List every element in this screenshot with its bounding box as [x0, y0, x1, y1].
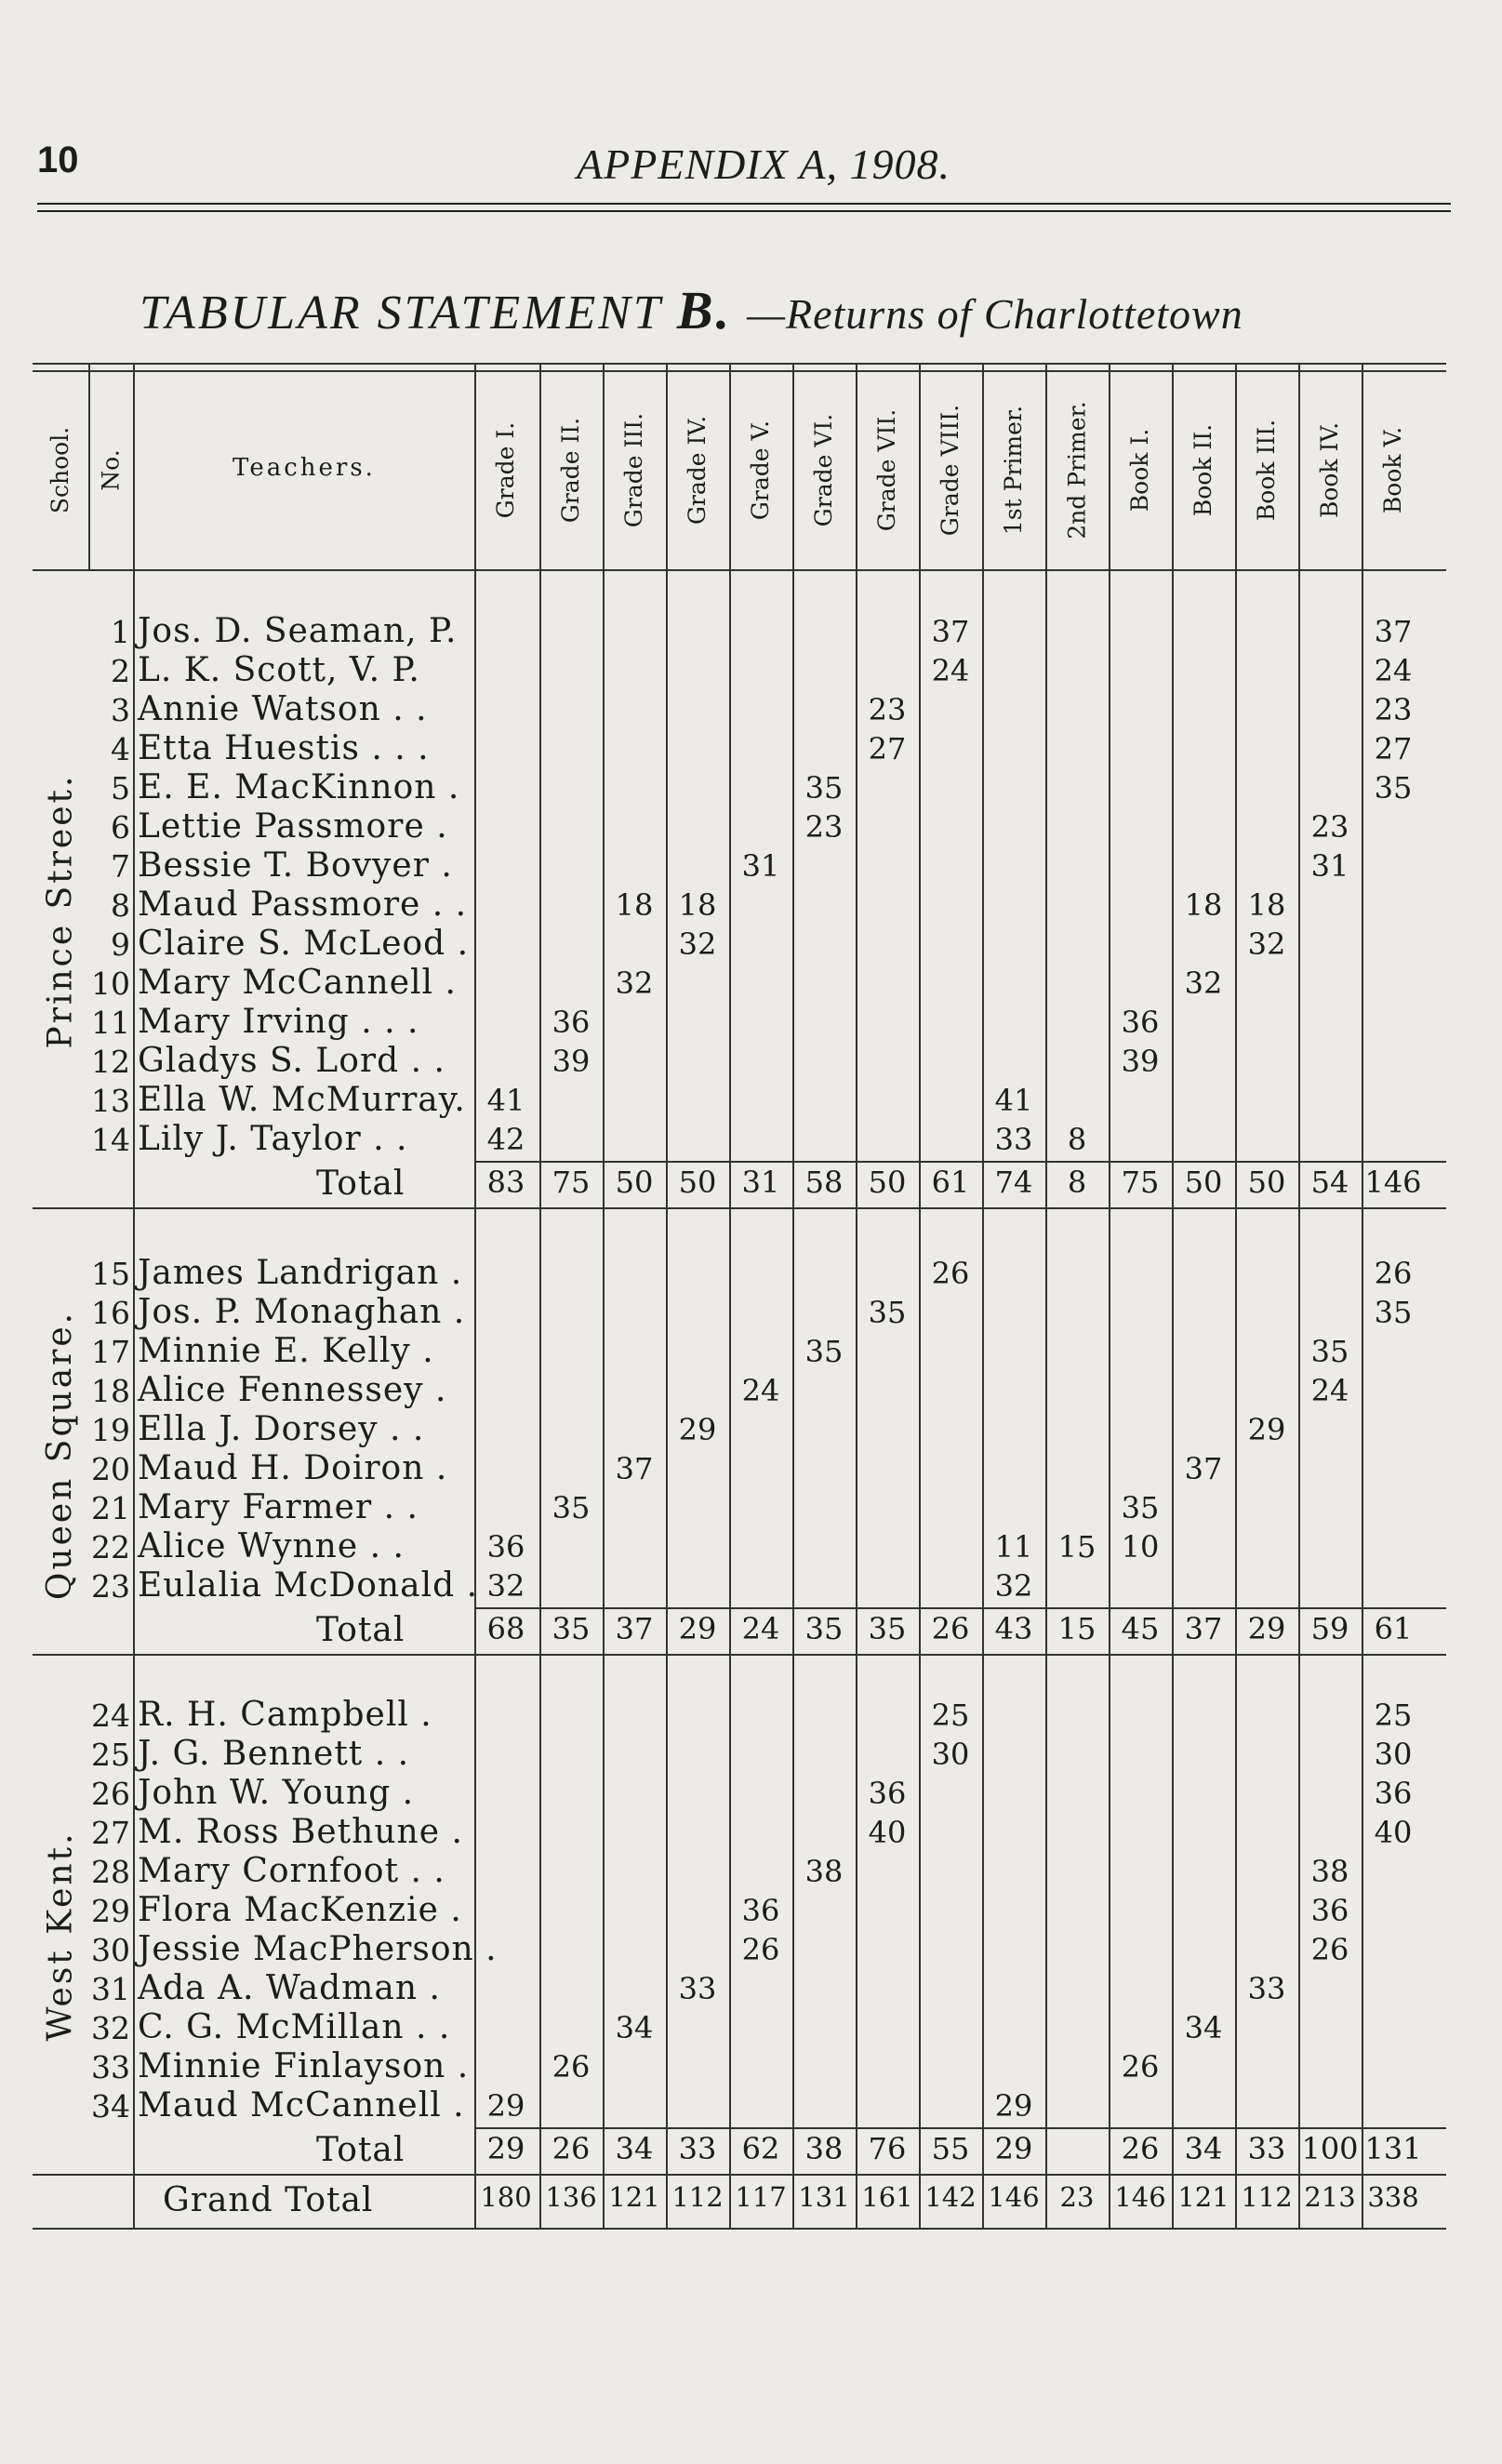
row-number: 13: [91, 1083, 130, 1119]
grand-total-label: Grand Total: [163, 2181, 374, 2219]
header-no: [88, 372, 133, 567]
total-cell: 33: [1247, 2131, 1286, 2166]
grand-total-cell: 142: [924, 2181, 977, 2213]
header-col-13: [1235, 372, 1298, 567]
grand-total-cell: 146: [1114, 2181, 1166, 2213]
row-number: 2: [111, 653, 130, 689]
section-name: West Kent.: [41, 1830, 80, 2042]
header-col-label: Grade III.: [620, 412, 648, 527]
total-cell: 58: [804, 1165, 844, 1200]
header-school-label: School.: [47, 426, 74, 513]
teacher-name: Alice Fennessey .: [138, 1371, 447, 1409]
table-cell: 32: [1247, 926, 1286, 962]
section-rule: [33, 2174, 1446, 2176]
table-cell: 40: [1374, 1815, 1413, 1850]
total-cell: 26: [931, 1611, 970, 1646]
total-cell: 33: [678, 2131, 717, 2166]
header-col-4: [666, 372, 729, 567]
header-col-label: Book II.: [1190, 423, 1217, 516]
table-cell: 32: [994, 1568, 1033, 1604]
table-cell: 36: [552, 1005, 591, 1040]
header-col-label: Book I.: [1126, 428, 1154, 512]
total-cell: 35: [804, 1611, 844, 1646]
total-cell: 131: [1364, 2131, 1422, 2166]
table-cell: 35: [868, 1295, 907, 1330]
total-cell: 34: [615, 2131, 654, 2166]
table-cell: 23: [868, 692, 907, 727]
row-number: 3: [111, 692, 130, 728]
header-col-label: Grade VIII.: [937, 404, 964, 536]
total-cell: 74: [994, 1165, 1033, 1200]
table-cell: 32: [615, 966, 654, 1001]
teacher-name: L. K. Scott, V. P.: [138, 651, 420, 689]
row-number: 18: [91, 1373, 130, 1409]
header-col-12: [1172, 372, 1235, 567]
vline-teacher: [133, 363, 135, 2228]
header-col-15: [1362, 372, 1425, 567]
header-col-label: Grade V.: [747, 420, 775, 520]
teacher-name: James Landrigan .: [138, 1254, 463, 1292]
header-col-9: [982, 372, 1045, 567]
total-cell: 38: [804, 2131, 844, 2166]
table-cell: 35: [1374, 1295, 1413, 1330]
table-cell: 36: [486, 1529, 525, 1565]
row-number: 26: [91, 1776, 130, 1812]
table-cell: 35: [1310, 1334, 1349, 1369]
header-col-label: Grade I.: [492, 421, 520, 518]
row-number: 22: [91, 1529, 130, 1565]
table-cell: 30: [1374, 1737, 1413, 1772]
total-rule: [474, 1161, 1446, 1163]
header-col-label: Book IV.: [1316, 421, 1344, 518]
grand-total-cell: 338: [1367, 2181, 1419, 2213]
grand-total-cell: 161: [861, 2181, 913, 2213]
total-cell: 50: [678, 1165, 717, 1200]
header-col-7: [856, 372, 919, 567]
section-label: [33, 1256, 88, 1654]
teacher-name: Mary Irving . . .: [138, 1003, 419, 1041]
teacher-name: Mary Cornfoot . .: [138, 1852, 445, 1890]
section-rule: [33, 1207, 1446, 1209]
row-number: 31: [91, 1971, 130, 2007]
teacher-name: Minnie Finlayson .: [138, 2047, 470, 2085]
header-col-label: 2nd Primer.: [1063, 400, 1091, 539]
teacher-name: Flora MacKenzie .: [138, 1891, 462, 1929]
table-cell: 41: [994, 1083, 1033, 1118]
table-cell: 29: [678, 1412, 717, 1447]
header-col-8: [919, 372, 982, 567]
row-number: 10: [91, 966, 130, 1002]
total-label: Total: [316, 2131, 405, 2169]
header-school: [33, 372, 88, 567]
teacher-name: E. E. MacKinnon .: [138, 768, 460, 806]
teacher-name: Bessie T. Bovyer .: [138, 846, 453, 885]
teacher-name: Alice Wynne . .: [138, 1527, 405, 1565]
vline-no: [88, 363, 90, 569]
section-label: [33, 614, 88, 1207]
header-col-6: [792, 372, 856, 567]
page-number: 10: [37, 140, 79, 180]
total-cell: 43: [994, 1611, 1033, 1646]
teacher-name: Ella W. McMurray.: [138, 1081, 466, 1119]
header-col-5: [729, 372, 792, 567]
teacher-name: John W. Young .: [138, 1774, 415, 1812]
header-col-10: [1045, 372, 1109, 567]
table-cell: 33: [994, 1122, 1033, 1157]
grand-total-cell: 146: [988, 2181, 1040, 2213]
total-cell: 61: [931, 1165, 970, 1200]
header-col-11: [1109, 372, 1172, 567]
table-cell: 38: [1310, 1854, 1349, 1889]
table-cell: 35: [804, 1334, 844, 1369]
total-cell: 29: [678, 1611, 717, 1646]
total-cell: 50: [615, 1165, 654, 1200]
teacher-name: Mary McCannell .: [138, 964, 457, 1002]
table-cell: 36: [1121, 1005, 1160, 1040]
table-cell: 18: [615, 887, 654, 923]
row-number: 16: [91, 1295, 130, 1331]
total-cell: 24: [741, 1611, 780, 1646]
total-cell: 62: [741, 2131, 780, 2166]
row-number: 29: [91, 1893, 130, 1929]
teacher-name: Lettie Passmore .: [138, 807, 448, 846]
total-rule: [474, 1607, 1446, 1609]
total-label: Total: [316, 1611, 405, 1649]
total-cell: 50: [1247, 1165, 1286, 1200]
table-cell: 25: [931, 1698, 970, 1733]
table-cell: 35: [1374, 770, 1413, 806]
table-cell: 31: [1310, 848, 1349, 884]
total-cell: 146: [1364, 1165, 1422, 1200]
row-number: 34: [91, 2088, 130, 2124]
table-cell: 37: [931, 614, 970, 649]
total-cell: 45: [1121, 1611, 1160, 1646]
table-cell: 31: [741, 848, 780, 884]
teacher-name: Ada A. Wadman .: [138, 1969, 441, 2007]
teacher-name: Jos. P. Monaghan .: [138, 1293, 466, 1331]
table-cell: 24: [741, 1373, 780, 1408]
table-cell: 18: [678, 887, 717, 923]
table-cell: 42: [486, 1122, 525, 1157]
table-cell: 35: [552, 1490, 591, 1525]
header-col-3: [603, 372, 666, 567]
teacher-name: R. H. Campbell .: [138, 1696, 432, 1734]
row-number: 9: [111, 926, 130, 963]
total-cell: 68: [486, 1611, 525, 1646]
title-part1: TABULAR STATEMENT: [140, 286, 662, 340]
table-cell: 32: [678, 926, 717, 962]
vline-col: [1109, 363, 1110, 2228]
teacher-name: Ella J. Dorsey . .: [138, 1410, 425, 1448]
total-cell: 55: [931, 2131, 970, 2166]
table-cell: 36: [1310, 1893, 1349, 1928]
row-number: 30: [91, 1932, 130, 1968]
grand-total-cell: 213: [1304, 2181, 1356, 2213]
table-cell: 27: [1374, 731, 1413, 766]
table-cell: 26: [741, 1932, 780, 1967]
total-cell: 61: [1374, 1611, 1413, 1646]
grand-total-cell: 136: [545, 2181, 597, 2213]
grand-total-cell: 117: [735, 2181, 787, 2213]
total-cell: 35: [868, 1611, 907, 1646]
row-number: 27: [91, 1815, 130, 1851]
table-cell: 11: [994, 1529, 1033, 1565]
header-col-label: Grade VII.: [873, 408, 901, 531]
table-cell: 23: [804, 809, 844, 845]
vline-col: [792, 363, 794, 2228]
table-cell: 26: [1374, 1256, 1413, 1291]
teacher-name: Jos. D. Seaman, P.: [138, 612, 458, 650]
total-cell: 37: [1184, 1611, 1223, 1646]
teacher-name: Minnie E. Kelly .: [138, 1332, 434, 1370]
header-col-label: 1st Primer.: [1000, 405, 1028, 535]
row-number: 1: [111, 614, 130, 650]
vline-col: [666, 363, 668, 2228]
row-number: 25: [91, 1737, 130, 1773]
table-cell: 33: [1247, 1971, 1286, 2006]
teacher-name: Claire S. McLeod .: [138, 925, 470, 963]
teacher-name: Maud McCannell .: [138, 2086, 465, 2124]
header-teachers: Teachers.: [233, 454, 376, 482]
table-cell: 32: [486, 1568, 525, 1604]
total-cell: 29: [486, 2131, 525, 2166]
section-name: Prince Street.: [41, 773, 80, 1048]
total-cell: 29: [994, 2131, 1033, 2166]
grand-total-cell: 112: [671, 2181, 724, 2213]
table-cell: 18: [1247, 887, 1286, 923]
total-cell: 26: [552, 2131, 591, 2166]
vline-col: [1172, 363, 1174, 2228]
table-cell: 39: [552, 1044, 591, 1079]
total-cell: 50: [868, 1165, 907, 1200]
table-cell: 38: [804, 1854, 844, 1889]
table-cell: 26: [1310, 1932, 1349, 1967]
total-cell: 37: [615, 1611, 654, 1646]
vline-col: [982, 363, 984, 2228]
row-number: 17: [91, 1334, 130, 1370]
section-label: [33, 1698, 88, 2174]
table-cell: 34: [1184, 2010, 1223, 2045]
row-number: 14: [91, 1122, 130, 1158]
table-cell: 39: [1121, 1044, 1160, 1079]
table-cell: 35: [1121, 1490, 1160, 1525]
total-cell: 54: [1310, 1165, 1349, 1200]
total-cell: 34: [1184, 2131, 1223, 2166]
header-col-label: Book III.: [1253, 419, 1281, 521]
table-cell: 24: [931, 653, 970, 688]
title-part2: —Returns of Charlottetown: [747, 290, 1243, 338]
header-col-2: [539, 372, 603, 567]
table-bottom-rule: [33, 2228, 1446, 2230]
table-cell: 32: [1184, 966, 1223, 1001]
row-number: 6: [111, 809, 130, 846]
table-cell: 36: [741, 1893, 780, 1928]
total-cell: 76: [868, 2131, 907, 2166]
table-cell: 33: [678, 1971, 717, 2006]
table-cell: 24: [1374, 653, 1413, 688]
row-number: 8: [111, 887, 130, 924]
total-cell: 8: [1067, 1165, 1087, 1200]
teacher-name: Jessie MacPherson .: [138, 1930, 498, 1968]
row-number: 24: [91, 1698, 130, 1734]
table-top-rule: [33, 363, 1446, 365]
teacher-name: Maud Passmore . .: [138, 886, 468, 924]
row-number: 21: [91, 1490, 130, 1526]
total-cell: 31: [741, 1165, 780, 1200]
row-number: 12: [91, 1044, 130, 1080]
table-cell: 36: [1374, 1776, 1413, 1811]
grand-total-cell: 131: [798, 2181, 850, 2213]
row-number: 4: [111, 731, 130, 767]
running-title: APPENDIX A, 1908.: [577, 140, 950, 188]
header-col-label: Grade II.: [557, 417, 585, 523]
table-cell: 29: [994, 2088, 1033, 2124]
teacher-name: Lily J. Taylor . .: [138, 1120, 408, 1158]
header-col-1: [474, 372, 538, 567]
total-cell: 50: [1184, 1165, 1223, 1200]
row-number: 33: [91, 2049, 130, 2085]
table-cell: 25: [1374, 1698, 1413, 1733]
teacher-name: Maud H. Doiron .: [138, 1449, 448, 1487]
table-cell: 34: [615, 2010, 654, 2045]
row-number: 15: [91, 1256, 130, 1292]
header-col-label: Book V.: [1379, 426, 1407, 513]
total-cell: 35: [552, 1611, 591, 1646]
grand-total-cell: 121: [608, 2181, 660, 2213]
header-col-label: Grade IV.: [684, 415, 711, 525]
total-cell: 29: [1247, 1611, 1286, 1646]
table-cell: 29: [486, 2088, 525, 2124]
teacher-name: Mary Farmer . .: [138, 1488, 419, 1526]
row-number: 23: [91, 1568, 130, 1605]
row-number: 20: [91, 1451, 130, 1487]
table-cell: 36: [868, 1776, 907, 1811]
table-cell: 37: [615, 1451, 654, 1486]
table-cell: 37: [1184, 1451, 1223, 1486]
table-cell: 30: [931, 1737, 970, 1772]
total-cell: 100: [1301, 2131, 1359, 2166]
section-name: Queen Square.: [41, 1310, 80, 1600]
table-cell: 29: [1247, 1412, 1286, 1447]
grand-total-cell: 23: [1059, 2181, 1095, 2213]
total-label: Total: [316, 1165, 405, 1203]
table-cell: 27: [868, 731, 907, 766]
vline-col: [1045, 363, 1047, 2228]
table-cell: 23: [1310, 809, 1349, 845]
teacher-name: Eulalia McDonald .: [138, 1566, 479, 1605]
total-cell: 26: [1121, 2131, 1160, 2166]
total-cell: 75: [552, 1165, 591, 1200]
vline-col: [539, 363, 541, 2228]
teacher-name: Annie Watson . .: [138, 690, 428, 728]
table-cell: 15: [1057, 1529, 1097, 1565]
vline-col: [603, 363, 605, 2228]
total-cell: 59: [1310, 1611, 1349, 1646]
table-cell: 26: [1121, 2049, 1160, 2084]
table-cell: 24: [1310, 1373, 1349, 1408]
row-number: 7: [111, 848, 130, 885]
teacher-name: Gladys S. Lord . .: [138, 1042, 445, 1080]
table-cell: 41: [486, 1083, 525, 1118]
total-cell: 83: [486, 1165, 525, 1200]
table-cell: 35: [804, 770, 844, 806]
header-bottom-rule: [33, 569, 1446, 571]
section-rule: [33, 1654, 1446, 1656]
row-number: 11: [91, 1005, 130, 1041]
total-rule: [474, 2127, 1446, 2129]
grand-total-cell: 180: [480, 2181, 532, 2213]
title-letter: B.: [676, 280, 733, 340]
vline-col: [1235, 363, 1237, 2228]
total-cell: 15: [1057, 1611, 1097, 1646]
table-cell: 10: [1121, 1529, 1160, 1565]
teacher-name: J. G. Bennett . .: [138, 1735, 410, 1773]
grand-total-cell: 121: [1177, 2181, 1230, 2213]
header-no-label: No.: [97, 448, 125, 491]
row-number: 28: [91, 1854, 130, 1890]
grand-total-cell: 112: [1241, 2181, 1293, 2213]
header-col-label: Grade VI.: [810, 413, 838, 526]
table-cell: 8: [1067, 1122, 1087, 1157]
table-cell: 40: [868, 1815, 907, 1850]
table-cell: 37: [1374, 614, 1413, 649]
total-cell: 75: [1121, 1165, 1160, 1200]
table-cell: 26: [552, 2049, 591, 2084]
header-col-14: [1298, 372, 1362, 567]
row-number: 5: [111, 770, 130, 806]
teacher-name: M. Ross Bethune .: [138, 1813, 463, 1851]
row-number: 32: [91, 2010, 130, 2046]
teacher-name: Etta Huestis . . .: [138, 729, 430, 767]
teacher-name: C. G. McMillan . .: [138, 2008, 451, 2046]
row-number: 19: [91, 1412, 130, 1448]
table-cell: 23: [1374, 692, 1413, 727]
table-cell: 26: [931, 1256, 970, 1291]
table-cell: 18: [1184, 887, 1223, 923]
